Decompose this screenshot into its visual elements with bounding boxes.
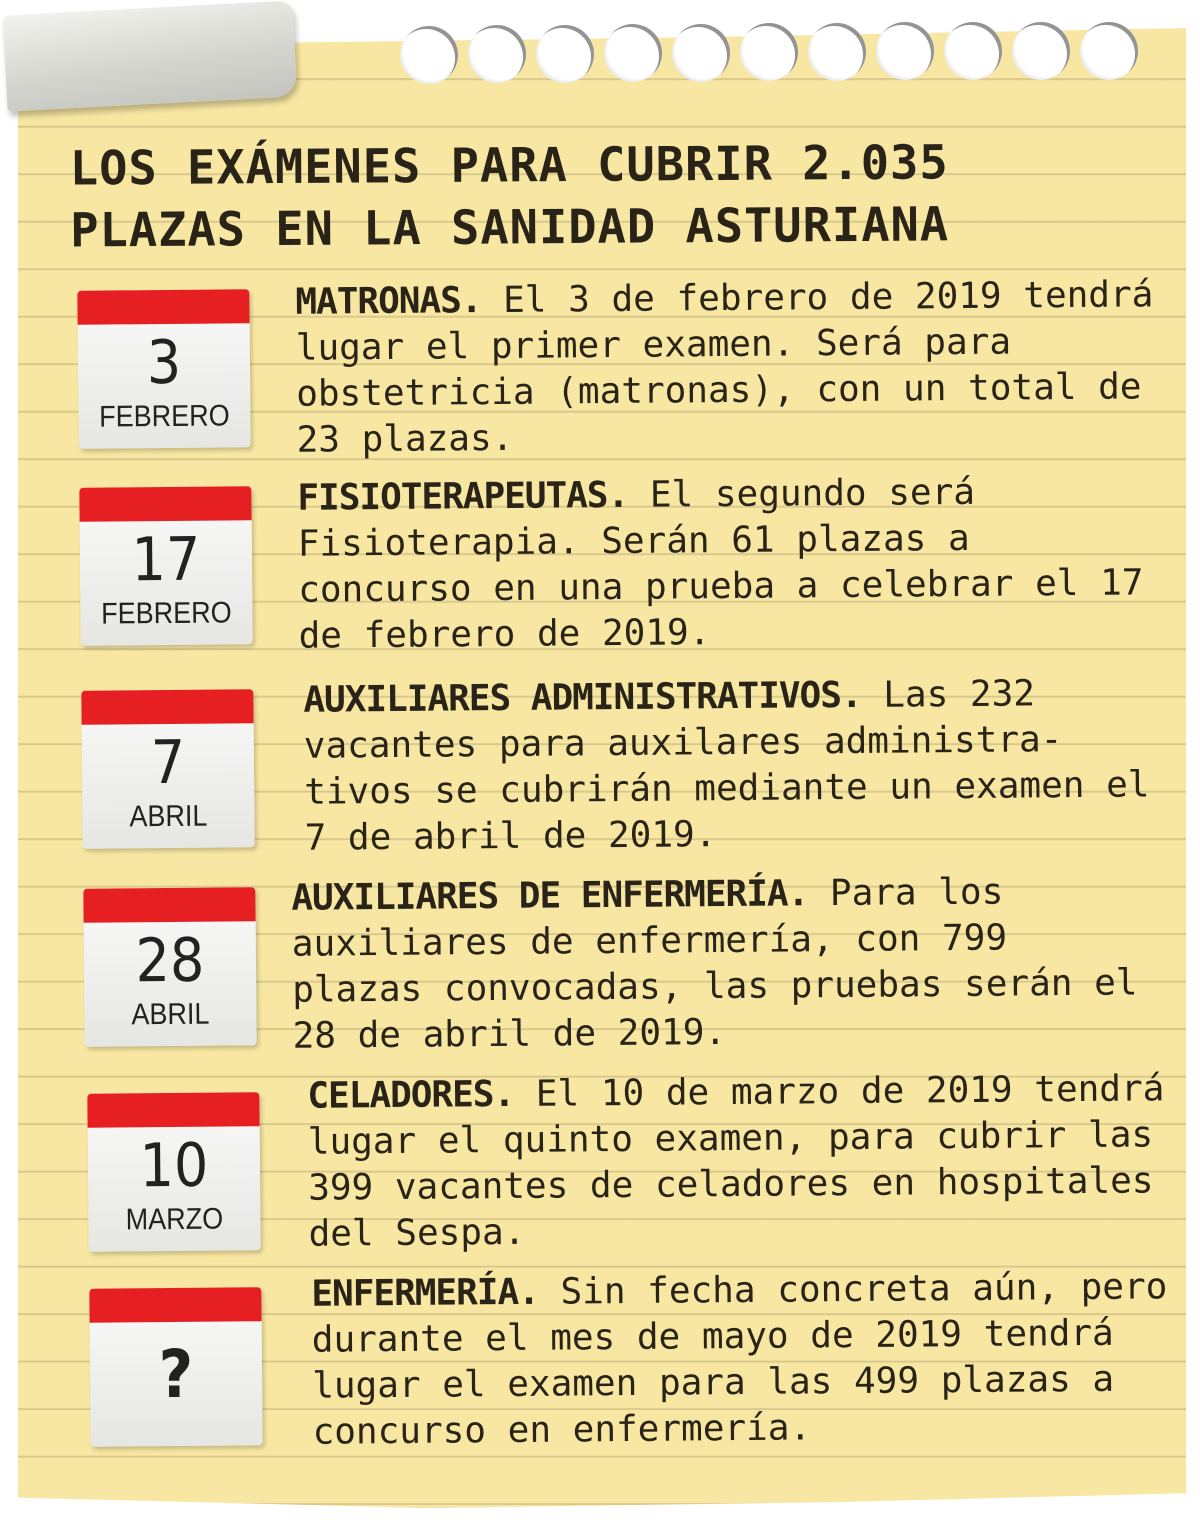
entry-text xyxy=(307,1066,1169,1257)
entry-text xyxy=(291,868,1153,1059)
entry-body: El 3 de febrero de 2019 tendrá lugar el primer examen. Será para obstetricia (matronas), con un total de 23 plazas. xyxy=(295,274,1154,461)
binder-hole-icon xyxy=(536,25,594,83)
binder-hole-icon xyxy=(740,23,798,81)
entry-text xyxy=(311,1264,1173,1455)
entry-body: Las 232 vacantes para auxilares administra-tivos se cubrirán mediante un examen el 7 de abril de 2019. xyxy=(303,673,1150,859)
calendar-header xyxy=(89,1287,261,1322)
calendar-icon xyxy=(77,289,250,448)
calendar-header xyxy=(83,887,255,922)
calendar-day: 28 xyxy=(135,925,205,997)
binder-hole-icon xyxy=(672,24,730,82)
calendar-icon xyxy=(87,1092,260,1251)
entry-body: El 10 de marzo de 2019 tendrá lugar el quinto examen, para cubrir las 399 vacantes de celadores en hospitales del Sespa. xyxy=(307,1068,1165,1255)
entry-heading: ENFERMERÍA. xyxy=(311,1271,540,1315)
binder-hole-icon xyxy=(808,23,866,81)
entry-heading: FISIOTERAPEUTAS. xyxy=(297,474,629,519)
binder-hole-icon xyxy=(876,22,934,80)
calendar-day: 7 xyxy=(150,727,186,799)
entry-text xyxy=(295,272,1157,463)
calendar-header xyxy=(77,289,249,324)
calendar-day: ? xyxy=(158,1335,194,1414)
calendar-icon xyxy=(89,1287,262,1446)
entry-body: Sin fecha concreta aún, pero durante el mes de mayo de 2019 tendrá lugar el examen para las 499 plazas a concurso en enfermería. xyxy=(311,1266,1168,1453)
binder-hole-icon xyxy=(944,22,1002,80)
entry-heading: AUXILIARES DE ENFERMERÍA. xyxy=(291,873,809,919)
calendar-icon xyxy=(81,689,254,848)
entry-text xyxy=(297,468,1159,659)
calendar-header xyxy=(87,1092,259,1127)
calendar-month: MARZO xyxy=(125,1202,224,1237)
calendar-month: FEBRERO xyxy=(99,399,230,434)
entry-heading: MATRONAS. xyxy=(295,280,482,323)
binder-hole-icon xyxy=(604,24,662,82)
calendar-month: ABRIL xyxy=(131,997,210,1032)
binder-hole-icon xyxy=(1012,22,1070,80)
calendar-month: ABRIL xyxy=(129,799,208,834)
calendar-header xyxy=(79,486,251,521)
title-line-2: PLAZAS EN LA SANIDAD ASTURIANA xyxy=(70,197,950,259)
entry-heading: CELADORES. xyxy=(307,1073,515,1117)
binder-hole-icon xyxy=(1080,22,1138,80)
entry-body: Para los auxiliares de enfermería, con 799 plazas convocadas, las pruebas serán el 28 de abril de 2019. xyxy=(291,871,1138,1057)
entry-heading: AUXILIARES ADMINISTRATIVOS. xyxy=(303,674,862,721)
binder-hole-icon xyxy=(468,25,526,83)
page-title xyxy=(70,132,1071,263)
calendar-day: 17 xyxy=(131,524,201,596)
entry-text xyxy=(303,670,1165,861)
calendar-icon xyxy=(83,887,256,1046)
binder-hole-icon xyxy=(400,26,458,84)
entry-body: El segundo será Fisioterapia. Serán 61 plazas a concurso en una prueba a celebrar el 17 de febrero de 2019. xyxy=(297,471,1144,657)
calendar-icon xyxy=(79,486,252,645)
calendar-day: 10 xyxy=(139,1130,209,1202)
title-line-1: LOS EXÁMENES PARA CUBRIR 2.035 xyxy=(69,135,949,197)
calendar-month: FEBRERO xyxy=(101,596,232,631)
calendar-day: 3 xyxy=(146,327,182,399)
binder-holes xyxy=(0,22,1200,122)
calendar-header xyxy=(81,689,253,724)
